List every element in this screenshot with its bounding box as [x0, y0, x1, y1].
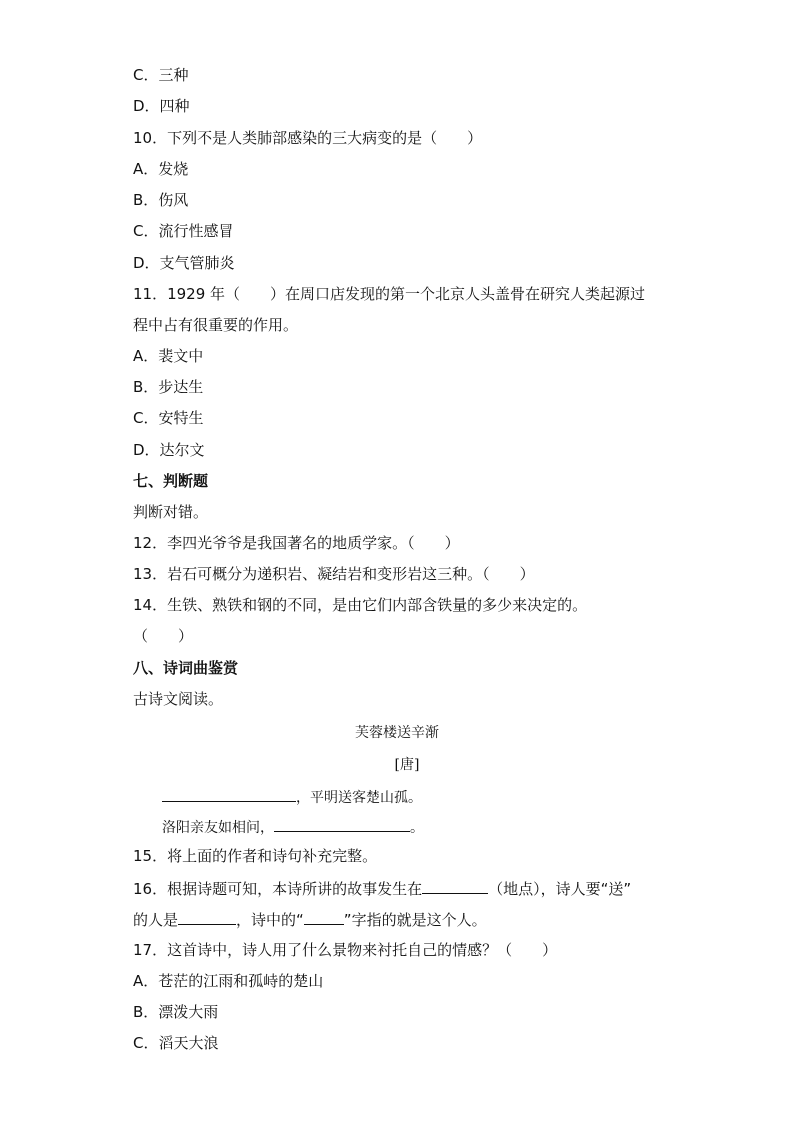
- q10-option-d: D．支气管肺炎: [133, 254, 235, 272]
- q16-text-b: （地点），诗人要“送”: [488, 880, 632, 898]
- q16-blank-person[interactable]: [178, 909, 236, 925]
- poem-line-2-end: 。: [410, 820, 424, 836]
- poem-dynasty: [唐]: [394, 757, 420, 773]
- poem-line-1: [162, 786, 422, 808]
- question-11-line1: 11．1929 年（ ）在周口店发现的第一个北京人头盖骨在研究人类起源过: [133, 285, 646, 303]
- question-15: 15．将上面的作者和诗句补充完整。: [133, 847, 378, 865]
- poem-line-2: [162, 816, 424, 838]
- question-17: 17．这首诗中，诗人用了什么景物来衬托自己的情感？（ ）: [133, 941, 558, 959]
- q10-option-a: A．发烧: [133, 160, 189, 178]
- q17-option-b: B．漂泼大雨: [133, 1003, 219, 1021]
- q11-option-a: A．裴文中: [133, 347, 204, 365]
- section-8-heading: 八、诗词曲鉴赏: [133, 659, 239, 677]
- poem-blank-1[interactable]: [162, 786, 296, 802]
- poem-blank-2[interactable]: [274, 816, 410, 832]
- question-16-line2: [133, 909, 487, 930]
- question-14-line2: （ ）: [133, 627, 194, 645]
- poem-title: 芙蓉楼送辛渐: [355, 725, 439, 741]
- q17-option-a: A．苍茫的江雨和孤峙的楚山: [133, 972, 324, 990]
- question-11-line2: 程中占有很重要的作用。: [133, 316, 299, 334]
- section-7-instruction: 判断对错。: [133, 503, 209, 521]
- q16-text-d: ，诗中的“: [236, 911, 304, 929]
- question-12: 12．李四光爷爷是我国著名的地质学家。（ ）: [133, 534, 460, 552]
- question-13: 13．岩石可概分为递积岩、凝结岩和变形岩这三种。（ ）: [133, 565, 535, 583]
- question-10: 10．下列不是人类肺部感染的三大病变的是（ ）: [133, 129, 483, 147]
- q17-option-c: C．滔天大浪: [133, 1034, 219, 1052]
- poem-line-1-text: ，平明送客楚山孤。: [296, 790, 422, 806]
- q16-blank-char[interactable]: [304, 909, 344, 925]
- section-7-heading: 七、判断题: [133, 472, 209, 490]
- q16-text-a: 16．根据诗题可知，本诗所讲的故事发生在: [133, 880, 423, 898]
- section-8-instruction: 古诗文阅读。: [133, 690, 224, 708]
- poem-line-2-text: 洛阳亲友如相问，: [162, 820, 274, 836]
- q16-blank-place[interactable]: [422, 878, 488, 894]
- q16-text-e: ”字指的就是这个人。: [343, 911, 487, 929]
- question-16-line1: [133, 878, 631, 899]
- q11-option-c: C．安特生: [133, 409, 204, 427]
- q11-option-d: D．达尔文: [133, 441, 205, 459]
- q16-text-c: 的人是: [133, 911, 179, 929]
- question-14-line1: 14．生铁、熟铁和钢的不同，是由它们内部含铁量的多少来决定的。: [133, 596, 588, 614]
- q10-option-b: B．伤风: [133, 191, 189, 209]
- q10-option-c: C．流行性感冒: [133, 222, 234, 240]
- line-option-c-three: C．三种: [133, 66, 189, 84]
- line-option-d-four: D．四种: [133, 97, 190, 115]
- q11-option-b: B．步达生: [133, 378, 204, 396]
